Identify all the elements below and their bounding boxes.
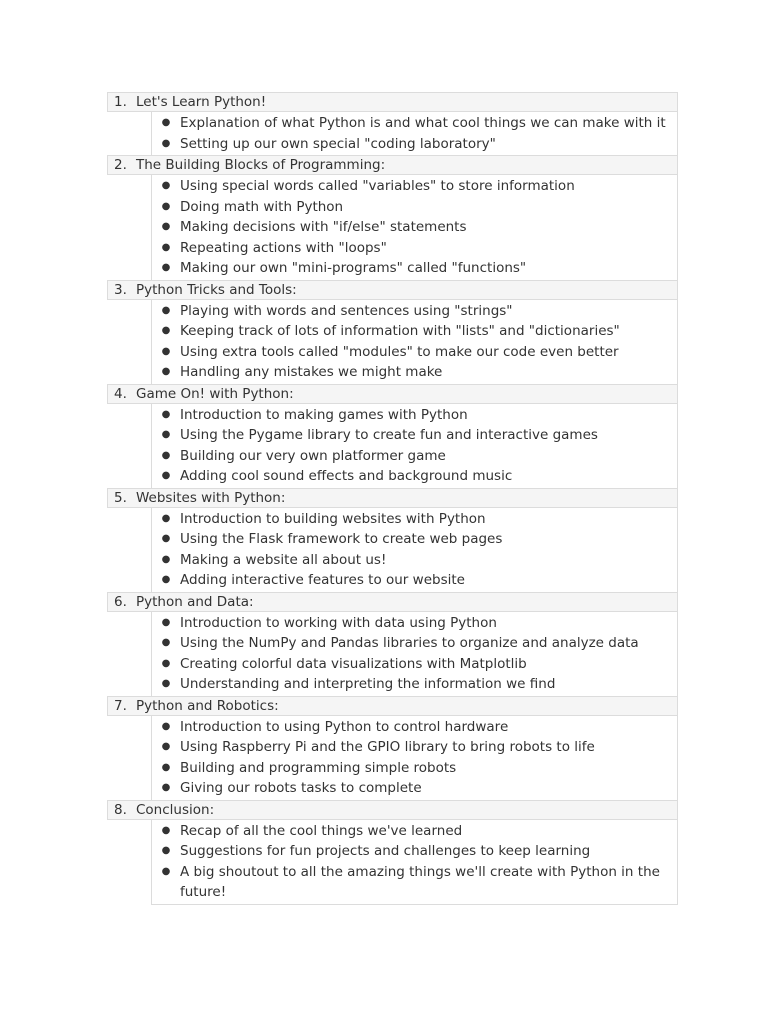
list-item-text: Repeating actions with "loops" [180,239,387,256]
list-item-text: Explanation of what Python is and what cool things we can make with it [180,115,666,131]
bullet-icon: ● [161,616,171,628]
bullet-icon: ● [161,304,171,316]
bullet-list [151,404,678,489]
section-number: 4. [114,385,127,402]
list-item [152,217,677,238]
bullet-list [151,508,678,593]
bullet-icon: ● [161,865,171,877]
section-heading [107,696,678,716]
list-item-text: Doing math with Python [180,198,344,215]
list-item-text: A big shoutout to all the amazing things we'll create with Python in the future! [180,863,660,900]
section-title: Python and Data: [136,593,254,610]
bullet-icon: ● [161,470,171,481]
bullet-icon: ● [161,366,171,377]
bullet-icon: ● [161,533,171,544]
list-item [152,654,677,675]
bullet-list [151,175,678,281]
list-item [152,570,677,591]
bullet-icon: ● [161,408,171,420]
list-item [152,197,677,218]
section-number: 6. [114,593,127,610]
bullet-icon: ● [161,117,171,128]
section-number: 8. [114,801,127,818]
bullet-list [151,300,678,385]
list-item [152,717,677,738]
list-item-text: Using the NumPy and Pandas libraries to organize and analyze data [180,635,639,651]
list-item [152,509,677,530]
section-number: 1. [114,94,127,110]
list-item-text: Introduction to building websites with Python [180,510,486,527]
list-item [152,446,677,467]
bullet-list [151,716,678,801]
outline-document [107,93,678,905]
list-item-text: Handling any mistakes we might make [180,364,443,380]
bullet-icon: ● [161,221,171,232]
list-item-text: Using special words called "variables" to store information [180,178,575,194]
section-heading [107,488,678,508]
bullet-icon: ● [161,512,171,524]
bullet-icon: ● [161,137,171,149]
list-item [152,550,677,571]
list-item [152,176,677,197]
section-number: 2. [114,157,127,173]
section-title: Websites with Python: [136,489,286,506]
list-item [152,238,677,259]
list-item-text: Introduction to working with data using Python [180,614,497,631]
list-item-text: Playing with words and sentences using "strings" [180,302,513,319]
list-item-text: Creating colorful data visualizations with Matplotlib [180,655,527,672]
list-item [152,113,677,134]
list-item-text: Making our own "mini-programs" called "functions" [180,260,527,276]
list-item-text: Suggestions for fun projects and challenges to keep learning [180,843,591,859]
bullet-icon: ● [161,824,171,836]
list-item-text: Setting up our own special "coding laboratory" [180,135,496,152]
list-item [152,613,677,634]
list-item [152,321,677,342]
list-item [152,737,677,758]
section-title: Let's Learn Python! [136,94,267,110]
list-item-text: Using the Flask framework to create web pages [180,531,503,547]
section-heading [107,155,678,175]
bullet-icon: ● [161,429,171,440]
bullet-icon: ● [161,678,171,689]
list-item-text: Making decisions with "if/else" statements [180,219,467,235]
bullet-icon: ● [161,574,171,585]
section-number: 3. [114,281,127,298]
section-title: The Building Blocks of Programming: [136,157,386,173]
section-title: Game On! with Python: [136,385,294,402]
list-item [152,841,677,862]
section-title: Conclusion: [136,801,215,818]
section-title: Python and Robotics: [136,697,279,714]
section-heading [107,280,678,300]
list-item-text: Making a website all about us! [180,551,387,568]
section-heading [107,384,678,404]
bullet-icon: ● [161,761,171,773]
list-item [152,466,677,487]
bullet-icon: ● [161,782,171,793]
list-item [152,778,677,799]
bullet-icon: ● [161,449,171,461]
list-item-text: Building our very own platformer game [180,447,446,464]
list-item [152,134,677,155]
section-number: 5. [114,489,127,506]
list-item-text: Introduction to using Python to control hardware [180,718,509,735]
list-item [152,405,677,426]
list-item-text: Using Raspberry Pi and the GPIO library to bring robots to life [180,739,595,755]
bullet-icon: ● [161,637,171,648]
list-item [152,633,677,654]
list-item-text: Adding cool sound effects and background music [180,468,513,484]
list-item-text: Keeping track of lots of information with "lists" and "dictionaries" [180,323,620,339]
list-item [152,425,677,446]
list-item [152,342,677,363]
list-item-text: Giving our robots tasks to complete [180,780,422,796]
section-heading [107,92,678,112]
bullet-icon: ● [161,262,171,273]
bullet-icon: ● [161,720,171,732]
list-item [152,862,677,903]
bullet-icon: ● [161,200,171,212]
list-item [152,821,677,842]
section-number: 7. [114,697,127,714]
bullet-list [151,112,678,156]
section-title: Python Tricks and Tools: [136,281,297,298]
list-item-text: Using extra tools called "modules" to make our code even better [180,343,619,360]
list-item-text: Introduction to making games with Python [180,406,468,423]
bullet-icon: ● [161,845,171,856]
bullet-icon: ● [161,657,171,669]
bullet-icon: ● [161,345,171,357]
list-item [152,258,677,279]
list-item-text: Recap of all the cool things we've learned [180,822,463,839]
list-item [152,362,677,383]
list-item [152,674,677,695]
list-item-text: Understanding and interpreting the information we find [180,676,556,692]
list-item [152,301,677,322]
bullet-list [151,612,678,697]
bullet-list [151,820,678,905]
bullet-icon: ● [161,553,171,565]
bullet-icon: ● [161,325,171,336]
list-item-text: Building and programming simple robots [180,759,457,776]
bullet-icon: ● [161,741,171,752]
list-item [152,529,677,550]
list-item [152,758,677,779]
section-heading [107,800,678,820]
list-item-text: Using the Pygame library to create fun and interactive games [180,427,598,443]
section-heading [107,592,678,612]
bullet-icon: ● [161,180,171,191]
list-item-text: Adding interactive features to our website [180,572,465,588]
bullet-icon: ● [161,241,171,253]
